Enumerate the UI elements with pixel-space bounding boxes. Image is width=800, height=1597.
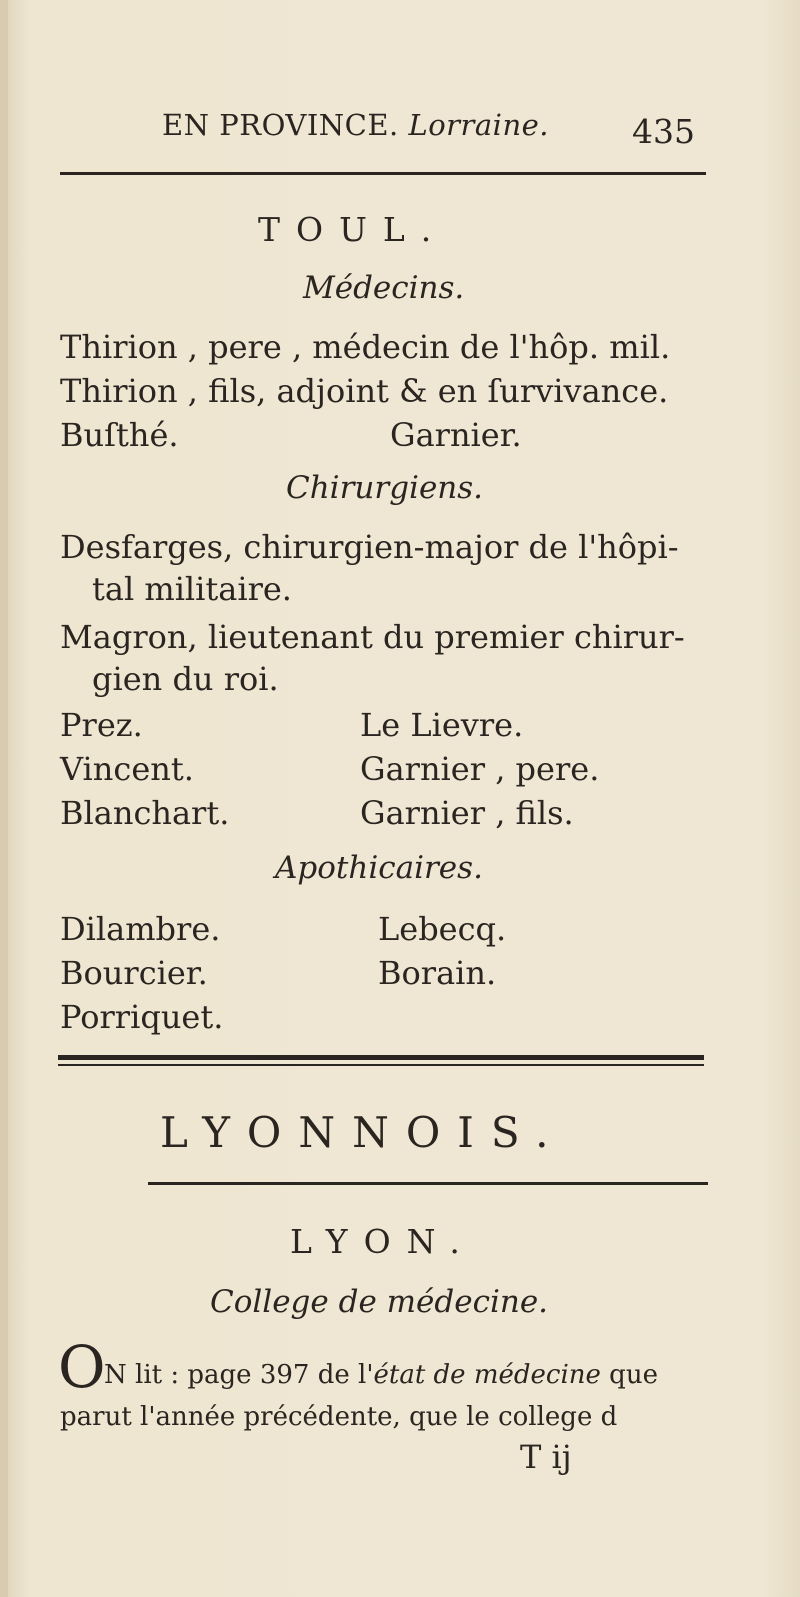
heading-college: College de médecine. (210, 1284, 549, 1320)
paragraph-line: parut l'année précédente, que le college d (60, 1402, 618, 1432)
entry-left: Vincent. (60, 750, 194, 788)
entry-left: Buſthé. (60, 416, 179, 454)
entry-left: Blanchart. (60, 794, 230, 832)
paragraph-text: que (600, 1360, 658, 1390)
heading-chirurgiens: Chirurgiens. (286, 470, 484, 506)
drop-cap: O (58, 1333, 106, 1401)
running-header (162, 108, 549, 142)
entry-line: Desfarges, chirurgien-major de l'hôpi- (60, 528, 679, 566)
ornament-rule (58, 1055, 704, 1060)
paragraph-italic: état de médecine (373, 1360, 601, 1390)
entry-continuation: gien du roi. (92, 660, 279, 698)
entry-left: Bourcier. (60, 954, 208, 992)
region-title: LYONNOIS. (160, 1108, 566, 1157)
entry-right: Borain. (378, 954, 497, 992)
header-italic: Lorraine. (408, 108, 550, 142)
header-roman: EN PROVINCE. (162, 108, 399, 142)
heading-medecins: Médecins. (303, 270, 465, 306)
entry-right: Lebecq. (378, 910, 507, 948)
page-gutter (0, 0, 8, 1597)
entry-continuation: tal militaire. (92, 570, 292, 608)
page-number: 435 (632, 112, 695, 151)
entry-line: Magron, lieutenant du premier chirur- (60, 618, 685, 656)
entry-right: Garnier , fils. (360, 794, 574, 832)
entry-left: Dilambre. (60, 910, 221, 948)
region-rule (148, 1182, 708, 1185)
signature-mark: T ij (520, 1438, 572, 1476)
paragraph-line (104, 1360, 658, 1390)
ornament-rule (58, 1064, 704, 1066)
header-rule (60, 172, 706, 175)
entry-right: Le Lievre. (360, 706, 524, 744)
entry-right: Garnier , pere. (360, 750, 600, 788)
city-toul: TOUL. (258, 210, 448, 249)
entry-line: Thirion , fils, adjoint & en ſurvivance. (60, 372, 669, 410)
entry-line: Thirion , pere , médecin de l'hôp. mil. (60, 328, 671, 366)
paragraph-text: N lit : page 397 de l' (104, 1360, 374, 1390)
entry-left: Porriquet. (60, 998, 224, 1036)
heading-apothicaires: Apothicaires. (275, 850, 483, 886)
entry-left: Prez. (60, 706, 143, 744)
city-lyon: LYON. (290, 1222, 476, 1261)
entry-right: Garnier. (390, 416, 522, 454)
